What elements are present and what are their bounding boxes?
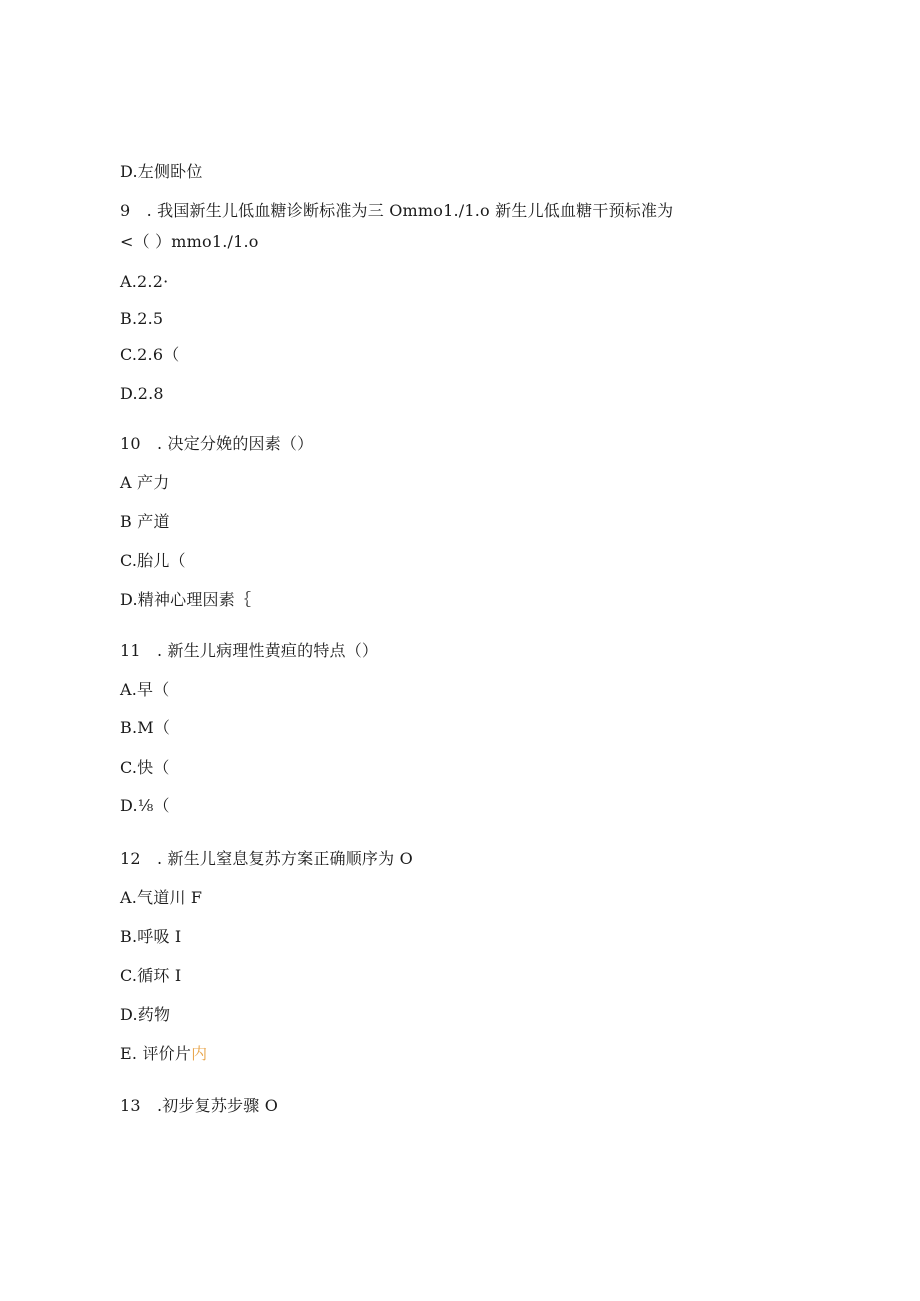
q10-option-a: A 产力 (120, 473, 170, 492)
q8-option-d: D.左侧卧位 (120, 162, 203, 181)
q10-option-b: B 产道 (120, 512, 170, 531)
q12-option-b: B.呼吸 I (120, 927, 182, 946)
q9-stem-line1: 9 . 我国新生儿低血糖诊断标准为三 Ommo1./1.o 新生儿低血糖干预标准为 (120, 201, 674, 220)
q11-option-c: C.快（ (120, 758, 170, 777)
q11-option-a: A.早（ (120, 680, 170, 699)
q9-option-b: B.2.5 (120, 309, 164, 328)
q9-option-c: C.2.6（ (120, 345, 180, 364)
q9-option-a: A.2.2· (120, 272, 169, 291)
q13-stem: 13 .初步复苏步骤 O (120, 1096, 279, 1115)
q12-option-e-text: E. 评价片 (120, 1044, 192, 1063)
q12-option-e-accent: 内 (191, 1044, 208, 1063)
q11-option-b: B.M（ (120, 718, 171, 737)
q9-stem-line2: <（ ）mmo1./1.o (120, 232, 259, 251)
q10-option-d: D.精神心理因素｛ (120, 590, 252, 609)
q12-option-a: A.气道川 F (120, 888, 203, 907)
q10-option-c: C.胎儿（ (120, 551, 186, 570)
q12-option-c: C.循环 I (120, 966, 182, 985)
q12-option-d: D.药物 (120, 1005, 171, 1024)
q12-stem: 12 . 新生儿窒息复苏方案正确顺序为 O (120, 849, 413, 868)
q9-option-d: D.2.8 (120, 384, 164, 403)
q11-option-d: D.⅛（ (120, 796, 170, 815)
q11-stem: 11 . 新生儿病理性黄疸的特点（） (120, 641, 379, 660)
q12-option-e (120, 1044, 207, 1064)
q10-stem: 10 . 决定分娩的因素（） (120, 434, 314, 453)
